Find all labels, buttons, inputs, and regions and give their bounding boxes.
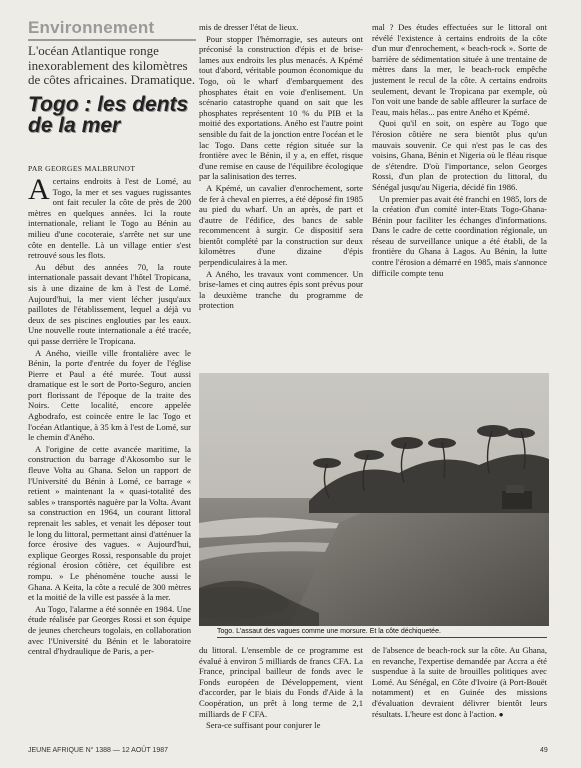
article-headline: Togo : les dents de la mer [28, 92, 189, 137]
paragraph: Sera-ce suffisant pour conjurer le [206, 720, 321, 731]
coast-photo-image [199, 373, 549, 626]
paragraph: mis de dresser l'état de lieux. [199, 22, 299, 32]
coast-photo [199, 373, 549, 626]
end-mark: ● [498, 709, 504, 719]
page-footer-issue: JEUNE AFRIQUE N° 1388 — 12 AOÛT 1987 [28, 747, 169, 754]
column-3 [372, 22, 547, 279]
paragraph-text: de l'absence de beach-rock sur la côte. Au Ghana, en revanche, l'expertise demandée par Accra a été suspendue à la suite de brouilles politiques avec Lomé. Au Sénégal, en Côte d'Ivoire (à Port-Bouët notamment) et en Guinée des missions d'évaluation devraient délivrer bientôt leurs résultats. L'heure est donc à l'action. [372, 645, 547, 719]
section-rubric: Environnement [28, 18, 196, 41]
paragraph-text: certains endroits à l'est de Lomé, au Togo, la mer et ses vagues rugissantes ont fait reculer la côte de près de 200 mètres en quelques années. Ici la route internationale, reliant le Togo au Bénin au milieu d'une cocoteraie, s'arrête net sur une côte en dentelle. Là un village entier s'est retrouvé sous les flots. [28, 176, 191, 261]
paragraph: A Aného, vieille ville frontalière avec le Bénin, la porte d'entrée du foyer de l'église Pierre et Paul a été murée. Tout aussi dramatique est le sort de Porto-Seguro, ancien port florissant de l'époque de la traite des Noirs. Cette localité, encore appelée Agbodrafo, est coincée entre le lac Togo et l'océan Atlantique, à 35 km à l'est de Lomé, sur le chemin d'Aného. [28, 347, 191, 443]
paragraph: Un premier pas avait été franchi en 1985, lors de la création d'un comité inter-Etats Togo-Ghana-Bénin pour faciliter les échanges d'informations. Dans le cadre de cette coordination régionale, un réseau de surveillance unique a été établi, de la frontière du Ghana à Lagos. Au Bénin, la lutte contre l'érosion a démarré en 1985, mais s'annonce difficile compte tenu [372, 193, 547, 278]
paragraph: A Kpémé, un cavalier d'enrochement, sorte de fer à cheval en pierres, a été déposé fin 1985 au pied du wharf. Un an après, de part et d'autre de l'édifice, des bancs de sable recommencent à surgir. Ce dispositif sera bientôt complété par la construction sur deux kilomètres d'une dizaine d'épis perpendiculaires à la mer. [199, 182, 363, 268]
column-2 [199, 22, 363, 312]
paragraph: mal ? Des études effectuées sur le littoral ont révélé l'existence à certains endroits de la côte d'un mur d'enrochement, « beach-rock ». Sorte de barrière de sédimentation située à une trentaine de mètres dans la mer, le beach-rock empêche justement le recul de la côte. A certains endroits seulement, devant le Tropicana par exemple, où l'on voit une bande de sable affleurer la surface de l'eau, mais hélas... pas entre Aného et Kpémé. [372, 22, 547, 117]
column-2-bottom [199, 645, 363, 732]
article-byline: PAR GEORGES MALBRUNOT [28, 164, 136, 173]
column-1 [28, 173, 191, 658]
paragraph: Au début des années 70, la route internationale passait devant l'hôtel Tropicana, sis à une dizaine de km à l'est de Lomé. Aujourd'hui, la mer vient lécher jusqu'aux paillotes de l'établissement, lequel a déjà vu deux de ses piscines englouties par les eaux. Une nouvelle route internationale a été tracée, qui passe derrière le Tropicana. [28, 261, 191, 346]
article-header [28, 18, 196, 136]
paragraph: A Aného, les travaux vont commencer. Un brise-lames et cinq autres épis sont prévus pour la deuxième tranche du programme de protection [199, 268, 363, 311]
paragraph: Quoi qu'il en soit, on espère au Togo que l'érosion côtière ne sera bientôt plus qu'un mauvais souvenir. Ce qui n'est pas le cas des voisins, Ghana, Bénin et Nigeria où le fléau risque de s'étendre. D'où l'importance, selon Georges Rossi, d'un plan de protection du littoral, du Sénégal jusqu'au Nigeria, décidé fin 1986. [372, 118, 547, 192]
photo-caption: Togo. L'assaut des vagues comme une morsure. Et la côte déchiquetée. [217, 628, 547, 638]
paragraph [372, 645, 547, 720]
paragraph: Pour stopper l'hémorragie, ses auteurs ont préconisé la construction d'épis et de brise-lames aux endroits les plus menacés. A Kpémé tout d'abord, véritable poumon économique du Togo, où le wharf d'embarquement des phosphates était en voie d'enlisement. Un scénario catastrophe quand on sait que les phosphates représentent 10 % du PIB et la moitié des exportations. Aného est l'autre point sensible du fait de la jonction entre l'océan et le lac Togo. Dans cette région située sur la frontière avec le Bénin, il y a, en effet, risque d'une remise en cause de l'équilibre écologique par la salinisation des terres. [199, 33, 363, 182]
drop-cap: A [28, 173, 50, 206]
paragraph: Au Togo, l'alarme a été sonnée en 1984. Une étude réalisée par Georges Rossi et son équipe de jeunes chercheurs togolais, en collaboration avec l'Université du Bénin et le laboratoire central d'hydraulique de Paris, a per- [28, 603, 191, 657]
paragraph: A l'origine de cette avancée maritime, la construction du barrage d'Akosombo sur le fleuve Volta au Ghana. Selon un rapport de l'Université du Bénin à Lomé, ce barrage « retient » maintenant la « quasi-totalité des sables » transportés naguère par la Volta. Avant sa construction en 1964, un courant littoral reprenait les sables, et venait les déposer tout le long du littoral, permettant ainsi d'atténuer la force érosive des vagues. « Aujourd'hui, explique Georges Rossi, responsable du projet régional érosion côtière, cet équilibre est rompu. » Le phénomène touche aussi le Ghana. A Keita, la côte a reculé de 300 mètres et la moitié de la ville est passée à la mer. [28, 443, 191, 603]
paragraph: du littoral. L'ensemble de ce programme est évalué à environ 5 milliards de francs CFA. La France, principal bailleur de fonds avec le Fonds européen de Développement, vient d'accorder, par le biais du Fonds d'Aide à la Coopération, un prêt à long terme de 2,1 milliards de F CFA. [199, 645, 363, 719]
page-number: 49 [540, 747, 548, 754]
paragraph [28, 173, 191, 261]
article-deck: L'océan Atlantique ronge inexorablement des kilomètres de côtes africaines. Dramatique. [28, 43, 196, 87]
column-3-bottom [372, 645, 547, 721]
